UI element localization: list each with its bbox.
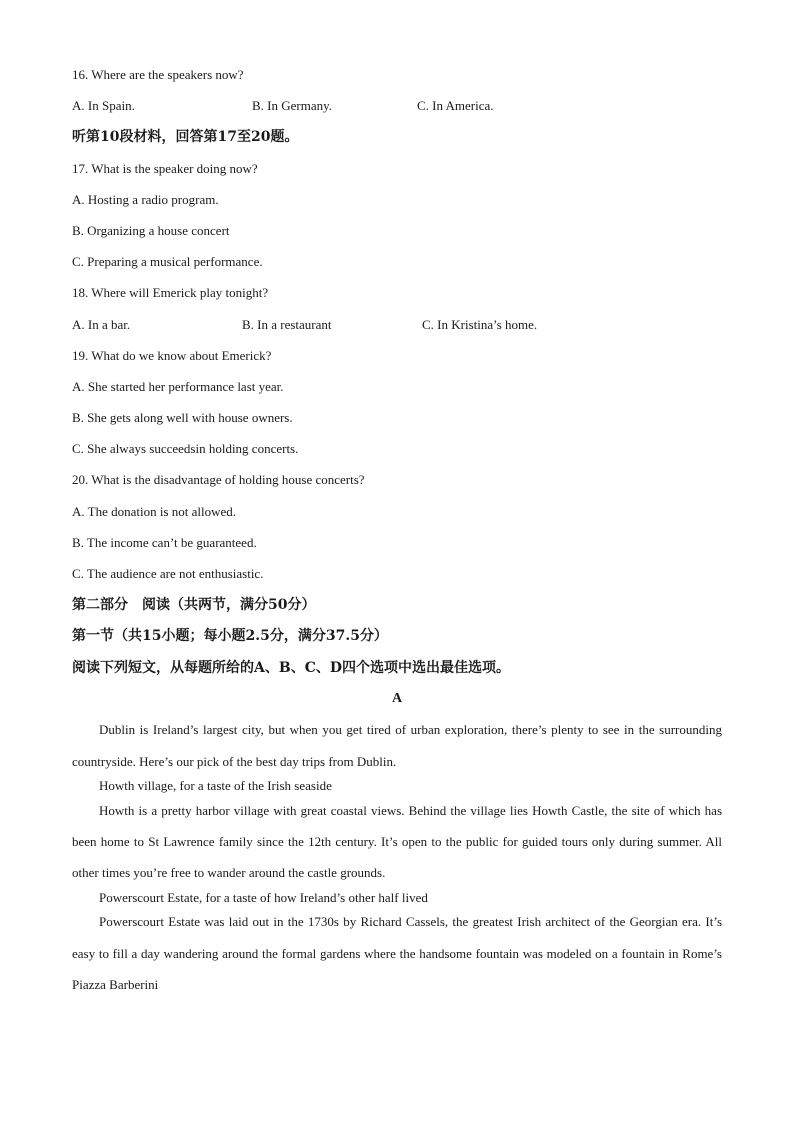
option-b: B. In a restaurant xyxy=(242,316,332,332)
passage-label: A xyxy=(391,690,403,706)
question-17-option-c: C. Preparing a musical performance. xyxy=(72,254,263,270)
question-19-option-b: B. She gets along well with house owners. xyxy=(72,410,293,426)
option-a: A. In a bar. xyxy=(72,316,131,332)
question-20-option-b: B. The income can’t be guaranteed. xyxy=(72,534,257,550)
question-17-option-b: B. Organizing a house concert xyxy=(72,222,230,238)
section-heading: 第一节（共15小题；每小题2.5分，满分37.5分） xyxy=(72,628,388,645)
option-c: C. In Kristina’s home. xyxy=(422,316,538,332)
question-20-option-c: C. The audience are not enthusiastic. xyxy=(72,566,264,581)
powerscourt-title: Powerscourt Estate, for a taste of how Ireland’s other half lived xyxy=(99,889,428,905)
question-19-option-a: A. She started her performance last year. xyxy=(72,378,284,394)
question-19: 19. What do we know about Emerick? xyxy=(72,347,272,363)
question-17-option-a: A. Hosting a radio program. xyxy=(72,191,219,207)
question-18: 18. Where will Emerick play tonight? xyxy=(72,285,269,301)
question-20-option-a: A. The donation is not allowed. xyxy=(72,503,237,519)
option-b: B. In Germany. xyxy=(252,98,333,114)
passage-intro: Dublin is Ireland’s largest city, but when you get tired of urban exploration, there’s plenty to see in the surrounding countryside. Here’s our pick of the best day trips from Dublin. xyxy=(72,722,722,769)
howth-title: Howth village, for a taste of the Irish seaside xyxy=(99,778,332,794)
option-a: A. In Spain. xyxy=(72,98,135,114)
question-16-options xyxy=(72,97,722,115)
powerscourt-body: Powerscourt Estate was laid out in the 1730s by Richard Cassels, the greatest Irish architect of the Georgian era. It’s easy to fill a day wandering around the formal gardens where the handsome fountain was modeled on a fountain in Rome’s Piazza Barberini xyxy=(72,914,722,992)
instruction: 阅读下列短文，从每题所给的A、B、C、D四个选项中选出最佳选项。 xyxy=(72,659,510,676)
question-17: 17. What is the speaker doing now? xyxy=(72,160,258,176)
section-10-heading: 听第10段材料，回答第17至20题。 xyxy=(72,129,299,146)
part-heading: 第二部分 阅读（共两节，满分50分） xyxy=(72,597,316,614)
exam-page xyxy=(72,66,722,1000)
question-20: 20. What is the disadvantage of holding house concerts? xyxy=(72,472,365,488)
howth-body: Howth is a pretty harbor village with great coastal views. Behind the village lies Howth Castle, the site of which has been home to St Lawrence family since the 12th century. It’s open to the public for guided tours only during summer. All other times you’re free to wander around the castle grounds. xyxy=(72,802,722,881)
question-16: 16. Where are the speakers now? xyxy=(72,67,244,82)
question-19-option-c: C. She always succeedsin holding concerts. xyxy=(72,441,299,457)
option-c: C. In America. xyxy=(417,98,494,114)
question-18-options xyxy=(72,316,722,334)
